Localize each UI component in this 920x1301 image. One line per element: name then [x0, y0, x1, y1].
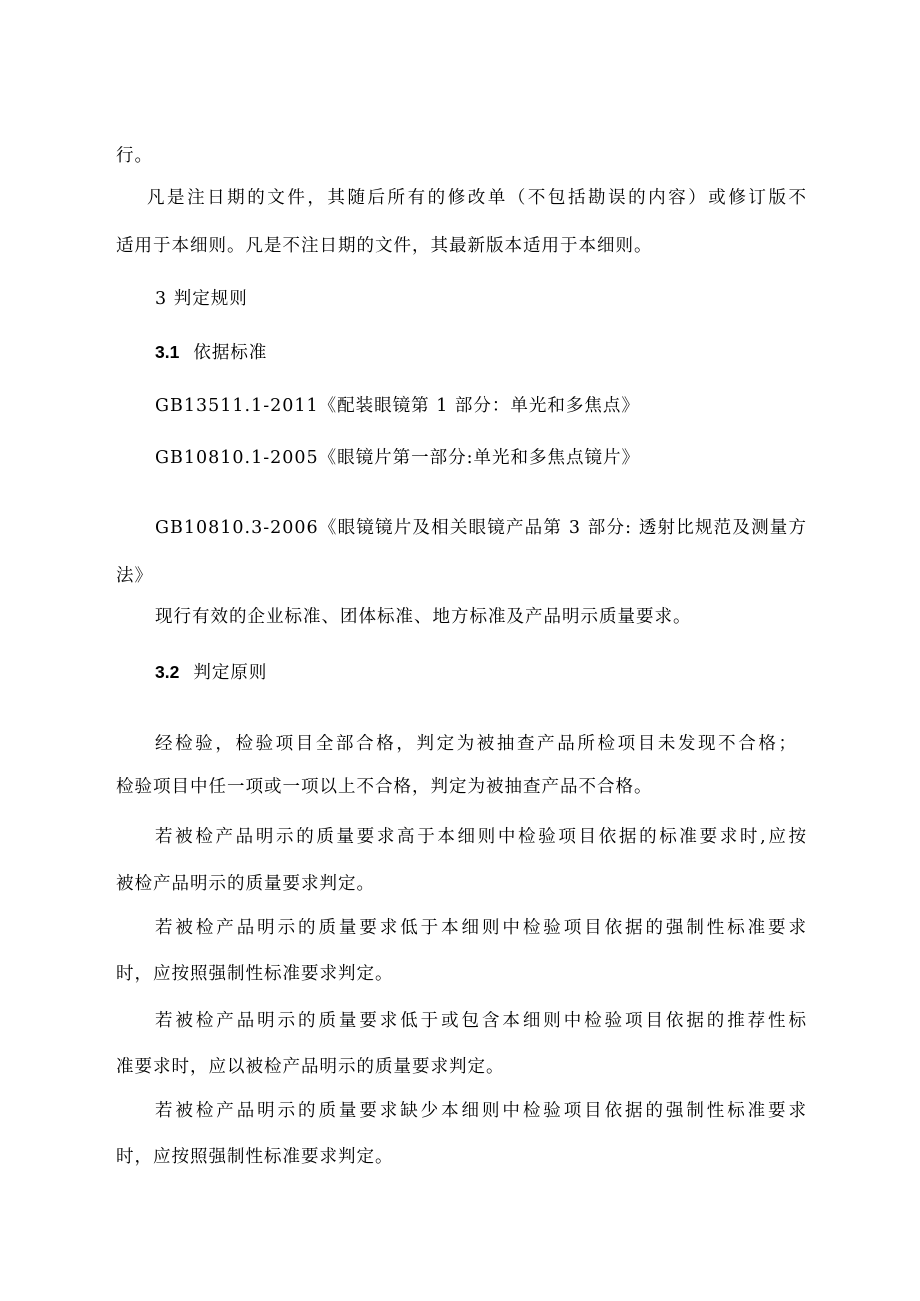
rule-5-line1: 若被检产品明示的质量要求缺少本细则中检验项目依据的强制性标准要求 [155, 1101, 807, 1121]
rule-4-line2: 准要求时，应以被检产品明示的质量要求判定。 [116, 1057, 505, 1077]
rule-4-line1: 若被检产品明示的质量要求低于或包含本细则中检验项目依据的推荐性标 [155, 1011, 807, 1031]
rule-1-line1: 经检验，检验项目全部合格，判定为被抽查产品所检项目未发现不合格； [155, 734, 797, 754]
section-number: 3.1 [155, 342, 180, 362]
paragraph-dated-files-line2: 适用于本细则。凡是不注日期的文件，其最新版本适用于本细则。 [116, 236, 653, 256]
standard-item-1: GB13511.1-2011《配装眼镜第 1 部分：单光和多焦点》 [155, 396, 640, 416]
section-heading-3-2 [155, 660, 267, 685]
standard-item-3-line2: 法》 [116, 566, 153, 586]
rule-5-line2: 时，应按照强制性标准要求判定。 [116, 1147, 394, 1167]
paragraph-continuation: 行。 [116, 146, 153, 166]
rule-2-line2: 被检产品明示的质量要求判定。 [116, 874, 375, 894]
paragraph-dated-files-line1: 凡是注日期的文件，其随后所有的修改单（不包括勘误的内容）或修订版不 [147, 188, 807, 208]
standard-item-2: GB10810.1-2005《眼镜片第一部分:单光和多焦点镜片》 [155, 448, 641, 468]
section-heading-3: 3 判定规则 [155, 289, 248, 309]
rule-3-line2: 时，应按照强制性标准要求判定。 [116, 964, 394, 984]
rule-2-line1: 若被检产品明示的质量要求高于本细则中检验项目依据的标准要求时,应按 [155, 827, 807, 847]
standard-item-4: 现行有效的企业标准、团体标准、地方标准及产品明示质量要求。 [155, 607, 692, 627]
section-number: 3.2 [155, 662, 180, 682]
section-title: 判定原则 [193, 663, 268, 683]
section-heading-3-1 [155, 340, 267, 365]
rule-3-line1: 若被检产品明示的质量要求低于本细则中检验项目依据的强制性标准要求 [155, 918, 807, 938]
section-title: 依据标准 [193, 343, 268, 363]
standard-item-3-line1: GB10810.3-2006《眼镜镜片及相关眼镜产品第 3 部分: 透射比规范及测量方 [155, 518, 807, 538]
rule-1-line2: 检验项目中任一项或一项以上不合格，判定为被抽查产品不合格。 [116, 777, 653, 797]
